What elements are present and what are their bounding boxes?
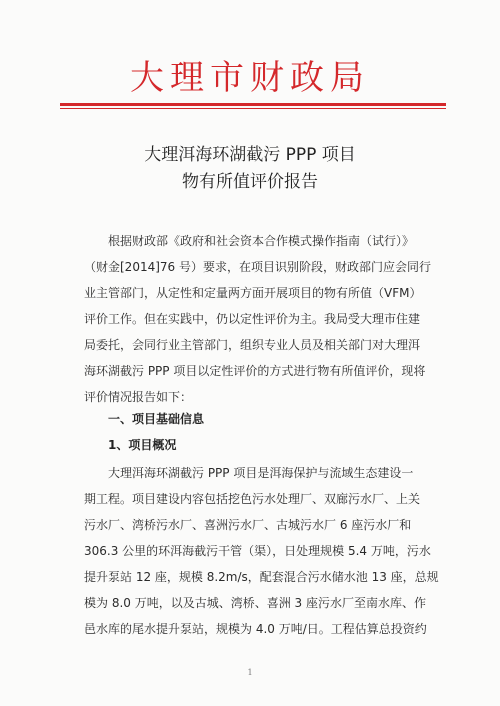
subsection-heading: 1、项目概况: [108, 438, 177, 452]
paragraph-line: 大理洱海环湖截污 PPP 项目是洱海保护与流域生态建设一: [108, 466, 414, 480]
letterhead-red-line-thick: [60, 103, 446, 106]
page-number: 1: [247, 668, 253, 677]
letterhead-red-line-thin: [60, 108, 446, 109]
paragraph-line: 根据财政部《政府和社会资本合作模式操作指南（试行）》: [108, 234, 415, 248]
paragraph-line: 评价工作。但在实践中，仍以定性评价为主。我局受大理市住建: [84, 312, 421, 326]
section-heading: 一、项目基础信息: [108, 412, 205, 426]
paragraph-line: 邑水库的尾水提升泵站，规模为 4.0 万吨/日。工程估算总投资约: [84, 622, 427, 636]
document-title-line-1: 大理洱海环湖截污 PPP 项目: [144, 145, 356, 165]
paragraph-line: 业主管部门，从定性和定量两方面开展项目的物有所值（VFM）: [84, 286, 422, 300]
paragraph-line: 局委托，会同行业主管部门，组织专业人员及相关部门对大理洱: [84, 338, 421, 352]
paragraph-line: 海环湖截污 PPP 项目以定性评价的方式进行物有所值评价，现将: [84, 364, 426, 378]
paragraph-line: 306.3 公里的环洱海截污干管（渠），日处理规模 5.4 万吨，污水: [84, 544, 431, 558]
document-title-line-2: 物有所值评价报告: [182, 172, 318, 192]
paragraph-line: （财金[2014]76 号）要求，在项目识别阶段，财政部门应会同行: [84, 260, 431, 274]
paragraph-line: 提升泵站 12 座，规模 8.2m/s，配套混合污水储水池 13 座，总规: [84, 570, 439, 584]
paragraph-line: 模为 8.0 万吨，以及古城、湾桥、喜洲 3 座污水厂至南水库、作: [84, 596, 426, 610]
paragraph-line: 评价情况报告如下：: [84, 390, 193, 404]
paragraph-line: 污水厂、湾桥污水厂、喜洲污水厂、古城污水厂 6 座污水厂和: [84, 518, 412, 532]
paragraph-line: 期工程。项目建设内容包括挖色污水处理厂、双廊污水厂、上关: [84, 492, 421, 506]
letterhead-title: 大理市财政局: [130, 58, 370, 98]
